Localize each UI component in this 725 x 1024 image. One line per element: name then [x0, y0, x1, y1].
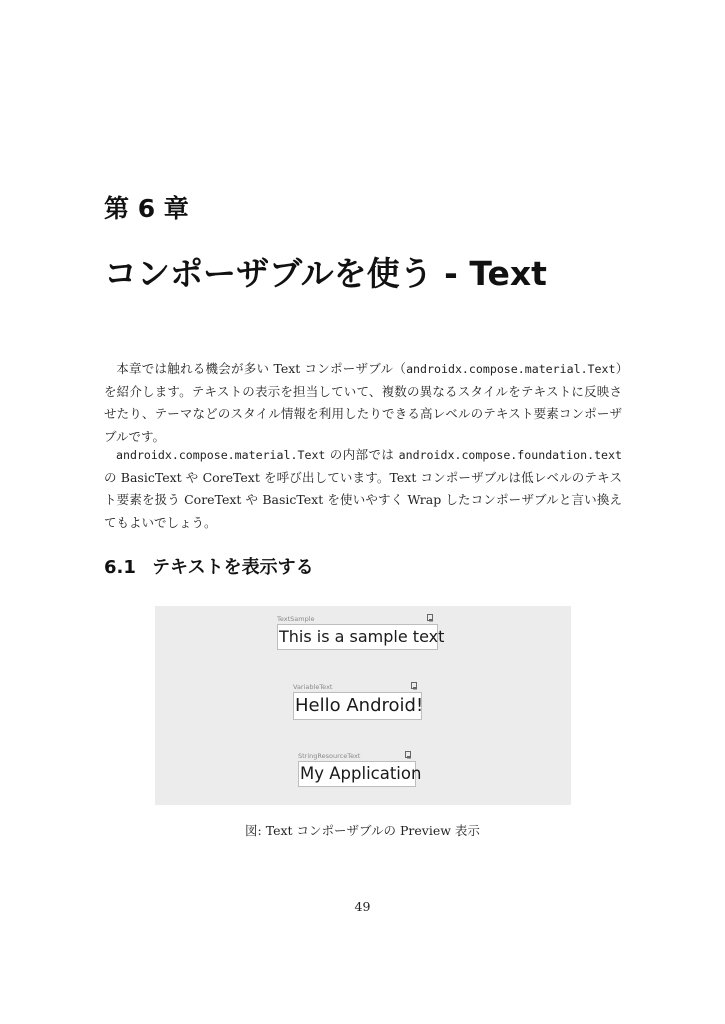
inline-code: androidx.compose.foundation.text [398, 448, 622, 462]
preview-label: StringResourceText [298, 752, 361, 760]
section-number: 6.1 [104, 557, 136, 578]
text-run: の内部では [325, 447, 399, 462]
preview-text: This is a sample text [277, 624, 438, 650]
inline-code: androidx.compose.material.Text [406, 362, 616, 376]
chapter-label: 第 6 章 [104, 194, 189, 223]
paragraph-internals [104, 444, 622, 534]
figure-caption: 図: Text コンポーザブルの Preview 表示 [245, 823, 480, 838]
preview-icon[interactable] [405, 751, 412, 759]
preview-icon[interactable] [427, 614, 434, 622]
compose-preview-figure [155, 606, 571, 805]
chapter-title: コンポーザブルを使う - Text [104, 254, 547, 293]
preview-label: VariableText [293, 683, 333, 691]
page-number: 49 [354, 899, 371, 914]
preview-label: TextSample [277, 615, 315, 623]
inline-code: androidx.compose.material.Text [116, 448, 326, 462]
text-run: ）を紹介します。テキストの表示を担当していて、複数の異なるスタイルをテキストに反映させたり、テーマなどのスタイル情報を利用したりできる高レベルのテキスト要素コンポーザブルです。 [104, 361, 622, 444]
text-run: 本章では触れる機会が多い Text コンポーザブル（ [116, 361, 407, 376]
paragraph-intro [104, 358, 622, 448]
section-heading [104, 555, 314, 581]
section-title: テキストを表示する [152, 557, 314, 578]
preview-icon[interactable] [411, 682, 418, 690]
text-run: の BasicText や CoreText を呼び出しています。Text コンポーザブルは低レベルのテキスト要素を扱う CoreText や BasicText を使いやすく Wrap したコンポーザブルと言い換えてもよいでしょう。 [104, 469, 622, 530]
preview-text: My Application [298, 761, 416, 787]
preview-text: Hello Android! [293, 692, 422, 720]
